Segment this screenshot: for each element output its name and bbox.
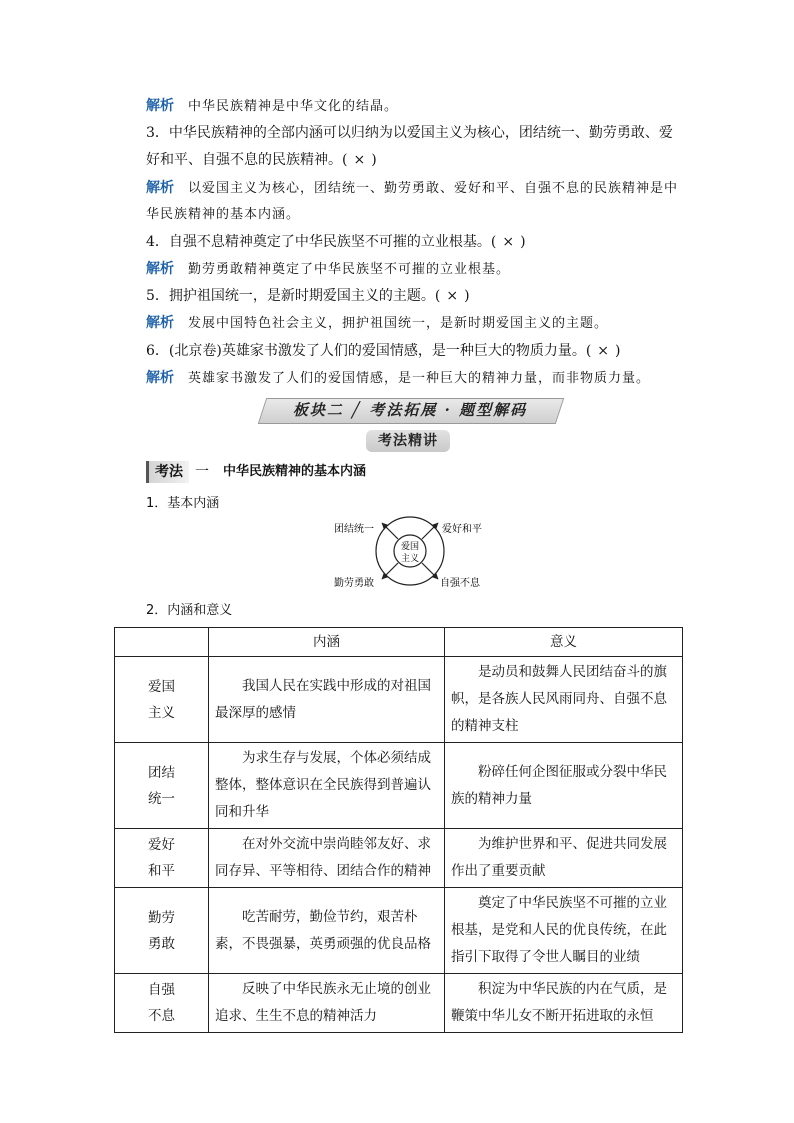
kaofa-tag: 考法 (146, 461, 189, 483)
table-row (115, 657, 683, 743)
row-head: 自强 不息 (115, 974, 209, 1033)
question-4 (146, 232, 526, 252)
explanation-3 (146, 178, 678, 199)
jiexi-label: 解析 (146, 180, 174, 196)
explanation-text: 中华民族精神是中华文化的结晶。 (188, 99, 399, 114)
cell-neihan: 吃苦耐劳，勤俭节约，艰苦朴素，不畏强暴，英勇顽强的优良品格 (209, 888, 445, 974)
explanation-text: 华民族精神的基本内涵。 (146, 207, 301, 222)
center-text-2: 主义 (400, 554, 420, 564)
table-row (115, 829, 683, 888)
table-header-row (115, 628, 683, 657)
question-text: 5．拥护祖国统一，是新时期爱国主义的主题。( (146, 288, 441, 304)
close-paren: ) (520, 234, 526, 250)
answer-mark: × (502, 234, 515, 250)
row-head: 爱国 主义 (115, 657, 209, 743)
arrow-tl (382, 523, 398, 539)
arrow-bl (382, 563, 398, 579)
center-text-1: 爱国 (400, 542, 420, 552)
kaofa-title: 中华民族精神的基本内涵 (223, 464, 367, 479)
sub-banner: 考法精讲 (366, 430, 450, 452)
close-paren: ) (464, 288, 470, 304)
question-5 (146, 286, 470, 306)
cell-neihan: 反映了中华民族永无止境的创业追求、生生不息的精神活力 (209, 974, 445, 1033)
question-text: 好和平、自强不息的民族精神。( (146, 152, 348, 168)
label-bl: 勤劳勇敢 (334, 578, 374, 589)
explanation-text: 发展中国特色社会主义，拥护祖国统一，是新时期爱国主义的主题。 (188, 316, 609, 331)
table-row (115, 743, 683, 829)
jiexi-label: 解析 (146, 261, 174, 277)
question-6 (146, 341, 621, 361)
row-head: 爱好 和平 (115, 829, 209, 888)
explanation-text: 以爱国主义为核心，团结统一、勤劳勇敢、爱好和平、自强不息的民族精神是中 (188, 181, 679, 196)
meaning-table (114, 627, 683, 1033)
row-head: 团结 统一 (115, 743, 209, 829)
cell-yiyi: 为维护世界和平、促进共同发展作出了重要贡献 (445, 829, 683, 888)
arrow-tr (422, 523, 438, 539)
header-neihan: 内涵 (209, 628, 445, 657)
explanation-4 (146, 259, 510, 280)
label-tl: 团结统一 (334, 524, 374, 535)
question-3-cont (146, 150, 377, 170)
cell-neihan: 为求生存与发展，个体必须结成整体，整体意识在全民族得到普遍认同和升华 (209, 743, 445, 829)
explanation-3-cont (146, 204, 300, 225)
answer-mark: × (446, 288, 459, 304)
close-paren: ) (371, 152, 377, 168)
jiexi-label: 解析 (146, 315, 174, 331)
label-br: 自强不息 (440, 578, 480, 589)
close-paren: ) (615, 343, 621, 359)
arrow-br (422, 563, 438, 579)
label-tr: 爱好和平 (442, 524, 482, 535)
table-row (115, 974, 683, 1033)
cell-neihan: 我国人民在实践中形成的对祖国最深厚的感情 (209, 657, 445, 743)
kaofa-num: 一 (195, 464, 209, 480)
question-3 (146, 123, 673, 143)
cell-yiyi: 奠定了中华民族坚不可摧的立业根基，是党和人民的优良传统，在此指引下取得了令世人瞩目的业绩 (445, 888, 683, 974)
question-text: 3．中华民族精神的全部内涵可以归纳为以爱国主义为核心，团结统一、勤劳勇敢、爱 (146, 125, 673, 141)
header-empty (115, 628, 209, 657)
explanation-2 (146, 96, 398, 117)
jiexi-label: 解析 (146, 98, 174, 114)
answer-mark: × (597, 343, 610, 359)
explanation-6 (146, 368, 650, 389)
question-text: 4．自强不息精神奠定了中华民族坚不可摧的立业根基。( (146, 234, 497, 250)
question-text: 6．(北京卷)英雄家书激发了人们的爱国情感，是一种巨大的物质力量。( (146, 343, 592, 359)
cell-yiyi: 粉碎任何企图征服或分裂中华民族的精神力量 (445, 743, 683, 829)
cell-yiyi: 积淀为中华民族的内在气质，是鞭策中华儿女不断开拓进取的永恒 (445, 974, 683, 1033)
spirit-diagram (330, 510, 500, 592)
answer-mark: × (353, 152, 366, 168)
explanation-text: 英雄家书激发了人们的爱国情感，是一种巨大的精神力量，而非物质力量。 (188, 371, 651, 386)
section-2-heading: 2．内涵和意义 (146, 603, 233, 618)
header-yiyi: 意义 (445, 628, 683, 657)
section-banner: 板块二 ╱ 考法拓展 · 题型解码 (292, 401, 528, 419)
jiexi-label: 解析 (146, 370, 174, 386)
section-1-heading: 1．基本内涵 (146, 496, 220, 511)
table-row (115, 888, 683, 974)
row-head: 勤劳 勇敢 (115, 888, 209, 974)
kaofa-heading (146, 461, 366, 483)
explanation-text: 勤劳勇敢精神奠定了中华民族坚不可摧的立业根基。 (188, 262, 511, 277)
cell-yiyi: 是动员和鼓舞人民团结奋斗的旗帜，是各族人民风雨同舟、自强不息的精神支柱 (445, 657, 683, 743)
explanation-5 (146, 313, 608, 334)
cell-neihan: 在对外交流中崇尚睦邻友好、求同存异、平等相待、团结合作的精神 (209, 829, 445, 888)
